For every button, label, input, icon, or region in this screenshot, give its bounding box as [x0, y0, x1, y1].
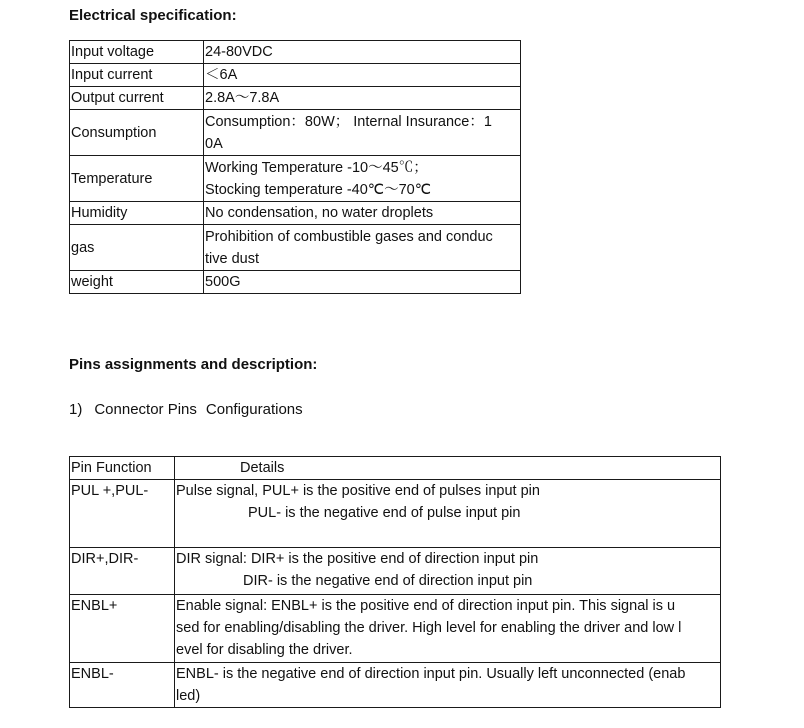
- pin-detail-line: PUL- is the negative end of pulse input pin: [248, 505, 521, 521]
- pin-row-enbl-minus: [70, 663, 721, 708]
- spec-row-output-current: [70, 87, 521, 110]
- spec-value-line: Prohibition of combustible gases and conduc: [205, 228, 493, 245]
- spec-value-line: 24-80VDC: [205, 44, 273, 60]
- spec-value-line: 2.8A～7.8A: [205, 90, 280, 106]
- spec-row-gas: [70, 225, 521, 271]
- spec-row-input-current: [70, 64, 521, 87]
- spec-value: [204, 225, 521, 271]
- spec-value-line: Consumption：80W； Internal Insurance：1: [205, 113, 492, 130]
- spec-label: Input current: [70, 64, 204, 87]
- spec-row-consumption: [70, 110, 521, 156]
- spec-value-line: 500G: [205, 274, 241, 290]
- pins-header-row: [70, 457, 721, 480]
- pin-name: DIR+,DIR-: [70, 548, 175, 595]
- pin-detail-line: Pulse signal, PUL+ is the positive end of pulses input pin: [176, 483, 540, 499]
- pins-heading: Pins assignments and description:: [69, 356, 318, 373]
- spec-value: [204, 64, 521, 87]
- pin-detail-line: evel for disabling the driver.: [176, 642, 353, 658]
- pins-header-details: Details: [175, 457, 721, 480]
- spec-row-weight: [70, 271, 521, 294]
- spec-label: Consumption: [70, 110, 204, 156]
- pin-name: ENBL+: [70, 595, 175, 663]
- spec-value-line: 0A: [205, 135, 223, 152]
- pin-detail-line: Enable signal: ENBL+ is the positive end of direction input pin. This signal is u: [176, 598, 676, 614]
- pin-details: [175, 548, 721, 595]
- spec-value: [204, 271, 521, 294]
- subheading-word2: Configurations: [205, 401, 303, 418]
- spec-label: Humidity: [70, 202, 204, 225]
- connector-pins-subheading: [69, 401, 303, 419]
- spec-label: Input voltage: [70, 41, 204, 64]
- spec-value-line: Stocking temperature -40℃～70℃: [205, 181, 432, 198]
- pin-details: [175, 663, 721, 708]
- spec-value-line: ＜6A: [205, 67, 238, 83]
- electrical-spec-heading: Electrical specification:: [69, 7, 237, 24]
- pin-details: [175, 480, 721, 548]
- spec-value-line: tive dust: [205, 250, 259, 267]
- spec-label: Output current: [70, 87, 204, 110]
- spec-row-input-voltage: [70, 41, 521, 64]
- pins-header-pin-function: Pin Function: [70, 457, 175, 480]
- pin-name: PUL +,PUL-: [70, 480, 175, 548]
- spec-value: [204, 202, 521, 225]
- spec-row-humidity: [70, 202, 521, 225]
- spec-value: [204, 156, 521, 202]
- pin-detail-line: ENBL- is the negative end of direction input pin. Usually left unconnected (enab: [176, 666, 686, 682]
- pin-row-pul: [70, 480, 721, 548]
- subheading-number: 1): [69, 401, 83, 418]
- pin-detail-line: DIR- is the negative end of direction input pin: [243, 573, 533, 589]
- spec-label: weight: [70, 271, 204, 294]
- spec-label: Temperature: [70, 156, 204, 202]
- spec-value-line: Working Temperature -10～45℃；: [205, 159, 428, 176]
- electrical-spec-table: [69, 40, 521, 294]
- pin-row-enbl-plus: [70, 595, 721, 663]
- pin-row-dir: [70, 548, 721, 595]
- pin-name: ENBL-: [70, 663, 175, 708]
- pin-detail-line: sed for enabling/disabling the driver. High level for enabling the driver and low l: [176, 620, 682, 636]
- subheading-word1: Connector Pins: [94, 401, 197, 418]
- spec-row-temperature: [70, 156, 521, 202]
- spec-value-line: No condensation, no water droplets: [205, 205, 434, 221]
- spec-value: [204, 41, 521, 64]
- pins-table: [69, 456, 721, 708]
- spec-label: gas: [70, 225, 204, 271]
- spec-value: [204, 87, 521, 110]
- spec-value: [204, 110, 521, 156]
- pin-detail-line: DIR signal: DIR+ is the positive end of direction input pin: [176, 551, 539, 567]
- pin-detail-line: led): [176, 688, 201, 704]
- pin-details: [175, 595, 721, 663]
